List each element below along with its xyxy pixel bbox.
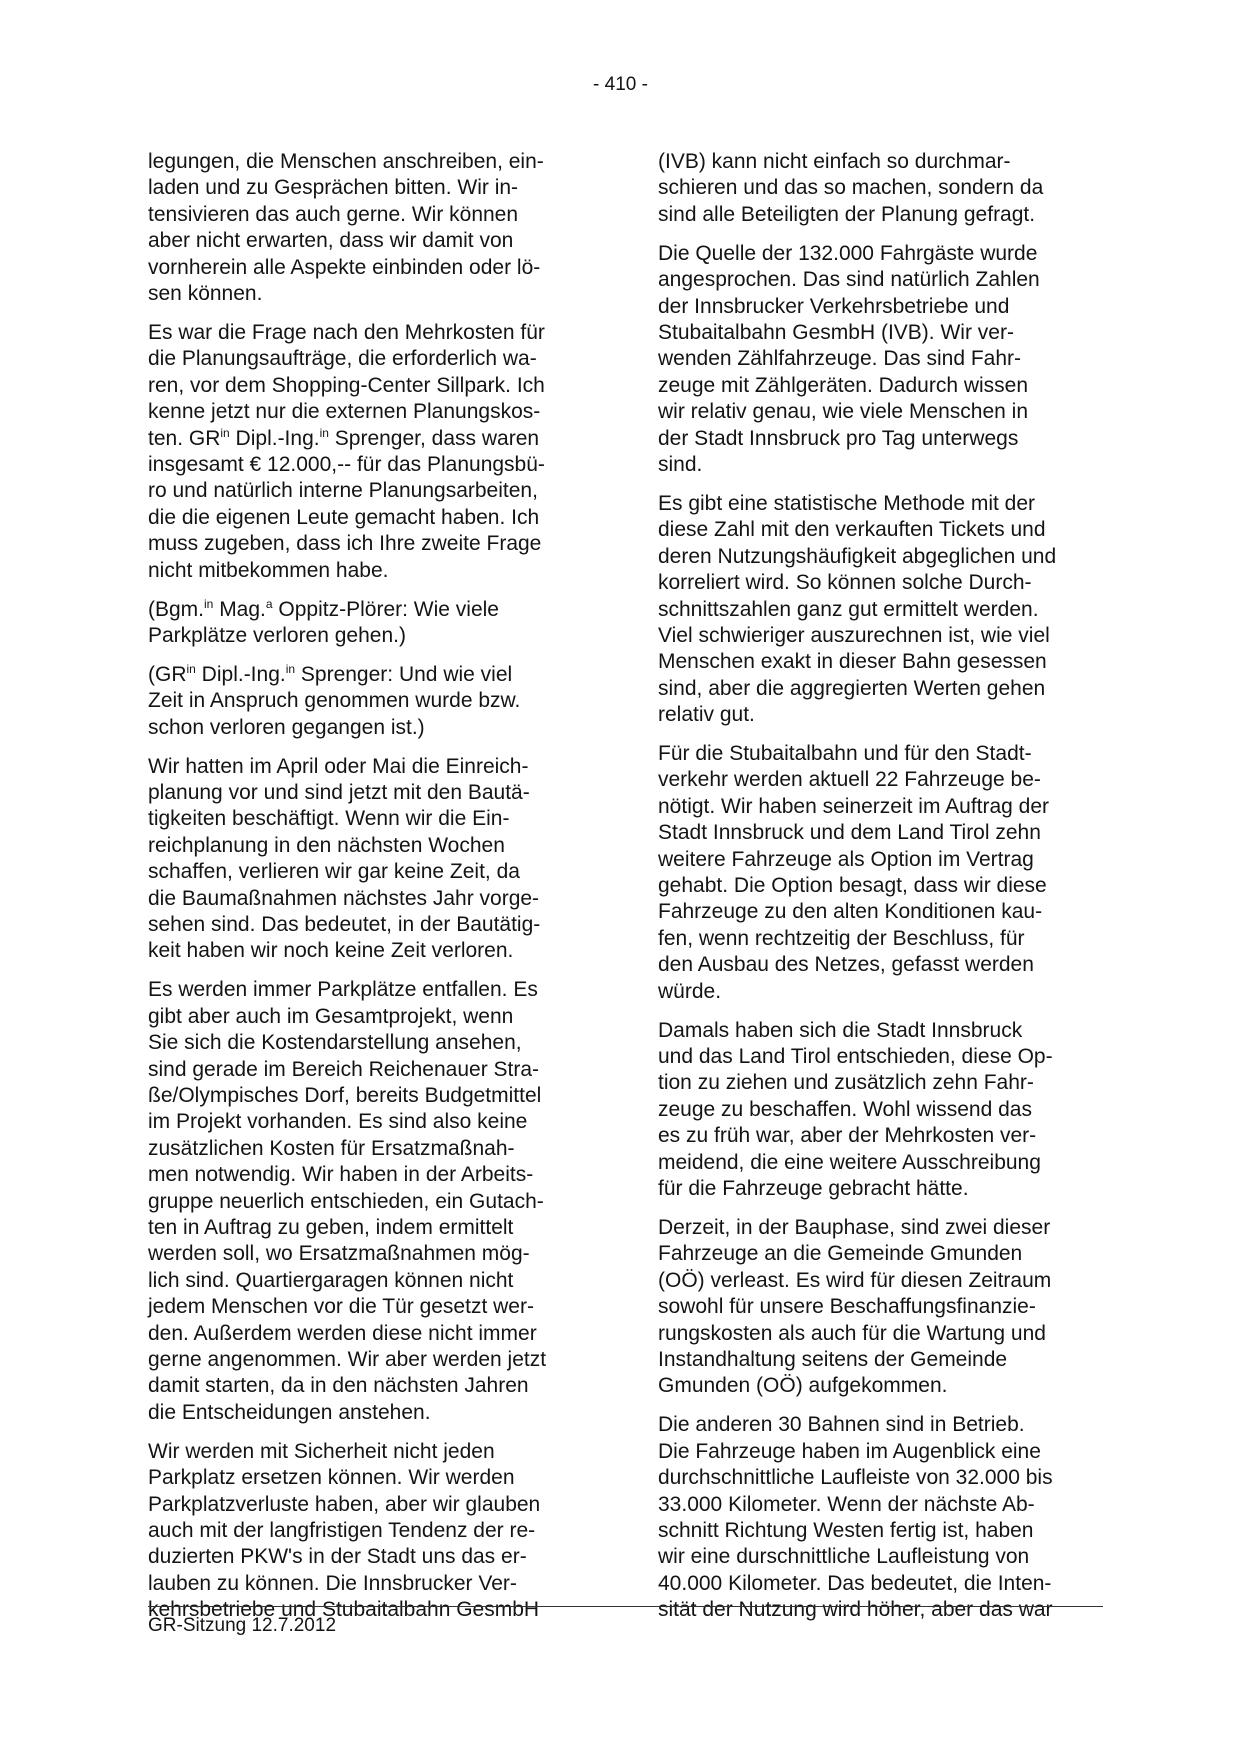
left-column (148, 149, 593, 1636)
text-line: weitere Fahrzeuge als Option im Vertrag (658, 847, 1034, 871)
text-line: lauben zu können. Die Innsbrucker Ver- (148, 1571, 517, 1595)
text-line: fen, wenn rechtzeitig der Beschluss, für (658, 926, 1025, 950)
text-line: Die Quelle der 132.000 Fahrgäste wurde (658, 241, 1038, 265)
text-line: angesprochen. Das sind natürlich Zahlen (658, 268, 1040, 292)
text-line: für die Fahrzeuge gebracht hätte. (658, 1177, 969, 1201)
text-line: sind. (658, 452, 703, 476)
text-line: sen können. (148, 282, 263, 306)
text-line: wenden Zählfahrzeuge. Das sind Fahr- (658, 347, 1022, 371)
paragraph (658, 1215, 1103, 1400)
text-line: korreliert wird. So können solche Durch- (658, 571, 1032, 595)
text-line: (OÖ) verleast. Es wird für diesen Zeitraum (658, 1268, 1052, 1292)
text-line: es zu früh war, aber der Mehrkosten ver- (658, 1124, 1037, 1148)
paragraph (148, 754, 593, 965)
text-line: rungskosten als auch für die Wartung und (658, 1321, 1046, 1345)
paragraph (148, 977, 593, 1426)
text-line: (Bgm.$^{in}$ Mag.$^a$ Oppitz-Plörer: Wie viele (148, 596, 499, 621)
text-line: Sie sich die Kostendarstellung ansehen, (148, 1031, 522, 1055)
paragraph (148, 149, 593, 307)
paragraph (658, 241, 1103, 479)
text-line: duzierten PKW's in der Stadt uns das er- (148, 1545, 527, 1569)
text-line: sowohl für unsere Beschaffungsfinanzie- (658, 1295, 1036, 1319)
text-line: die Baumaßnahmen nächstes Jahr vorge- (148, 886, 540, 910)
text-line: men notwendig. Wir haben in der Arbeits- (148, 1163, 534, 1187)
text-line: Derzeit, in der Bauphase, sind zwei dieser (658, 1215, 1051, 1239)
text-line: ren, vor dem Shopping-Center Sillpark. Ich (148, 373, 545, 397)
text-line: ten. $GR^{in}$ Dipl.-Ing.$^{in}$ Sprenger, dass waren (148, 425, 540, 450)
page-number: - 410 - (593, 74, 648, 95)
text-line: verkehr werden aktuell 22 Fahrzeuge be- (658, 768, 1041, 792)
text-line: Instandhaltung seitens der Gemeinde (658, 1347, 1008, 1371)
superscript: in (204, 596, 214, 611)
text-line: nötigt. Wir haben seinerzeit im Auftrag der (658, 794, 1050, 818)
text-line: legungen, die Menschen anschreiben, ein- (148, 150, 544, 173)
superscript: in (220, 425, 230, 440)
text-line: Wir hatten im April oder Mai die Einreich- (148, 754, 529, 778)
text-line: zusätzlichen Kosten für Ersatzmaßnah- (148, 1136, 515, 1160)
text-line: gruppe neuerlich entschieden, ein Gutach- (148, 1189, 544, 1213)
text-line: schaffen, verlieren wir gar keine Zeit, da (148, 860, 520, 884)
text-line: ten in Auftrag zu geben, indem ermittelt (148, 1215, 514, 1239)
text-line: Stubaitalbahn GesmbH (IVB). Wir ver- (658, 320, 1014, 344)
text-line: auch mit der langfristigen Tendenz der re- (148, 1518, 536, 1542)
text-line: zeuge mit Zählgeräten. Dadurch wissen (658, 373, 1029, 397)
footer-session-date: GR-Sitzung 12.7.2012 (148, 1615, 337, 1636)
text-line: Fahrzeuge zu den alten Konditionen kau- (658, 900, 1043, 924)
text-line: nicht mitbekommen habe. (148, 558, 389, 582)
text-line: zeuge zu beschaffen. Wohl wissend das (658, 1097, 1032, 1121)
text-line: sind, aber die aggregierten Werten gehen (658, 676, 1046, 700)
text-line: Fahrzeuge an die Gemeinde Gmunden (658, 1242, 1023, 1266)
superscript: a (265, 596, 273, 611)
superscript: in (319, 425, 329, 440)
text-line: Parkplatz ersetzen können. Wir werden (148, 1466, 515, 1490)
text-line: die Planungsaufträge, die erforderlich wa- (148, 347, 537, 371)
paragraph (148, 597, 593, 650)
text-line: Für die Stubaitalbahn und für den Stadt- (658, 742, 1032, 766)
text-line: ro und natürlich interne Planungsarbeiten, (148, 479, 538, 503)
text-line: Menschen exakt in dieser Bahn gesessen (658, 650, 1047, 674)
paragraph (148, 1439, 593, 1624)
text-line: durchschnittliche Laufleiste von 32.000 bis (658, 1466, 1053, 1490)
text-line: Zeit in Anspruch genommen wurde bzw. (148, 689, 521, 713)
text-line: schieren und das so machen, sondern da (658, 176, 1044, 200)
text-line: Viel schwieriger auszurechnen ist, wie viel (658, 623, 1050, 647)
text-line: relativ gut. (658, 703, 755, 727)
text-line: im Projekt vorhanden. Es sind also keine (148, 1110, 528, 1134)
text-line: den. Außerdem werden diese nicht immer (148, 1321, 537, 1345)
text-line: diese Zahl mit den verkauften Tickets und (658, 518, 1046, 542)
text-line: muss zugeben, dass ich Ihre zweite Frage (148, 532, 542, 556)
text-line: werden soll, wo Ersatzmaßnahmen mög- (148, 1242, 530, 1266)
text-line: gibt aber auch im Gesamtprojekt, wenn (148, 1004, 514, 1028)
text-line: der Stadt Innsbruck pro Tag unterwegs (658, 426, 1019, 450)
text-line: kenne jetzt nur die externen Planungskos- (148, 400, 541, 424)
text-line: ($GR^{in}$ Dipl.-Ing.$^{in}$ Sprenger: Und wie viel (148, 661, 513, 686)
text-line: (IVB) kann nicht einfach so durchmar- (658, 150, 1011, 173)
text-line: 40.000 Kilometer. Das bedeutet, die Inten- (658, 1571, 1052, 1595)
text-line: Wir werden mit Sicherheit nicht jeden (148, 1439, 495, 1463)
text-line: jedem Menschen vor die Tür gesetzt wer- (148, 1295, 534, 1319)
paragraph (658, 491, 1103, 729)
text-line: deren Nutzungshäufigkeit abgeglichen und (658, 544, 1057, 568)
paragraph (148, 662, 593, 741)
text-line: meidend, die eine weitere Ausschreibung (658, 1150, 1041, 1174)
text-line: Parkplatzverluste haben, aber wir glauben (148, 1492, 541, 1516)
text-line: Parkplätze verloren gehen.) (148, 623, 406, 647)
text-line: Damals haben sich die Stadt Innsbruck (658, 1018, 1023, 1042)
text-line: Es werden immer Parkplätze entfallen. Es (148, 978, 538, 1002)
text-line: sind gerade im Bereich Reichenauer Stra- (148, 1057, 540, 1081)
text-line: 33.000 Kilometer. Wenn der nächste Ab- (658, 1492, 1035, 1516)
text-line: Stadt Innsbruck und dem Land Tirol zehn (658, 821, 1041, 845)
text-line: tensivieren das auch gerne. Wir können (148, 202, 519, 226)
text-line: reichplanung in den nächsten Wochen (148, 833, 505, 857)
text-line: schon verloren gegangen ist.) (148, 715, 425, 739)
paragraph (658, 1412, 1103, 1623)
paragraph (658, 149, 1103, 228)
text-line: lich sind. Quartiergaragen können nicht (148, 1268, 514, 1292)
paragraph (658, 741, 1103, 1005)
text-line: insgesamt € 12.000,-- für das Planungsbü- (148, 452, 545, 476)
right-column (658, 149, 1103, 1636)
text-line: die die eigenen Leute gemacht haben. Ich (148, 505, 540, 529)
text-line: gerne angenommen. Wir aber werden jetzt (148, 1347, 547, 1371)
text-line: Es war die Frage nach den Mehrkosten für (148, 320, 545, 344)
paragraph (658, 1018, 1103, 1203)
text-line: gehabt. Die Option besagt, dass wir diese (658, 874, 1047, 898)
text-line: den Ausbau des Netzes, gefasst werden (658, 953, 1034, 977)
text-line: Die Fahrzeuge haben im Augenblick eine (658, 1439, 1041, 1463)
paragraph (148, 320, 593, 584)
text-line: sität der Nutzung wird höher, aber das war (658, 1598, 1053, 1622)
superscript: in (186, 661, 196, 676)
text-line: die Entscheidungen anstehen. (148, 1400, 431, 1424)
text-line: tion zu ziehen und zusätzlich zehn Fahr- (658, 1071, 1034, 1095)
text-line: Es gibt eine statistische Methode mit der (658, 491, 1036, 515)
text-line: wir eine durschnittliche Laufleistung von (658, 1545, 1030, 1569)
text-line: keit haben wir noch keine Zeit verloren. (148, 939, 514, 963)
text-line: schnittszahlen ganz gut ermittelt werden. (658, 597, 1039, 621)
superscript: in (285, 661, 296, 676)
text-line: laden und zu Gesprächen bitten. Wir in- (148, 176, 519, 200)
text-line: Die anderen 30 Bahnen sind in Betrieb. (658, 1413, 1025, 1437)
text-line: schnitt Richtung Westen fertig ist, haben (658, 1518, 1034, 1542)
text-line: und das Land Tirol entschieden, diese Op- (658, 1045, 1053, 1068)
text-line: damit starten, da in den nächsten Jahren (148, 1374, 529, 1398)
text-line: kehrsbetriebe und Stubaitalbahn GesmbH (148, 1598, 540, 1622)
text-line: tigkeiten beschäftigt. Wenn wir die Ein- (148, 807, 510, 831)
text-line: vornherein alle Aspekte einbinden oder lö- (148, 255, 541, 279)
text-line: sehen sind. Das bedeutet, in der Bautätig- (148, 912, 541, 936)
text-line: aber nicht erwarten, dass wir damit von (148, 229, 514, 253)
text-line: sind alle Beteiligten der Planung gefragt. (658, 202, 1036, 226)
text-line: ße/Olympisches Dorf, bereits Budgetmittel (148, 1083, 542, 1107)
text-line: der Innsbrucker Verkehrsbetriebe und (658, 294, 1010, 318)
text-line: würde. (658, 979, 722, 1003)
text-line: wir relativ genau, wie viele Menschen in (658, 400, 1029, 424)
text-line: planung vor und sind jetzt mit den Bautä- (148, 780, 530, 804)
text-line: Gmunden (OÖ) aufgekommen. (658, 1374, 948, 1398)
footer-rule (148, 1606, 1103, 1607)
